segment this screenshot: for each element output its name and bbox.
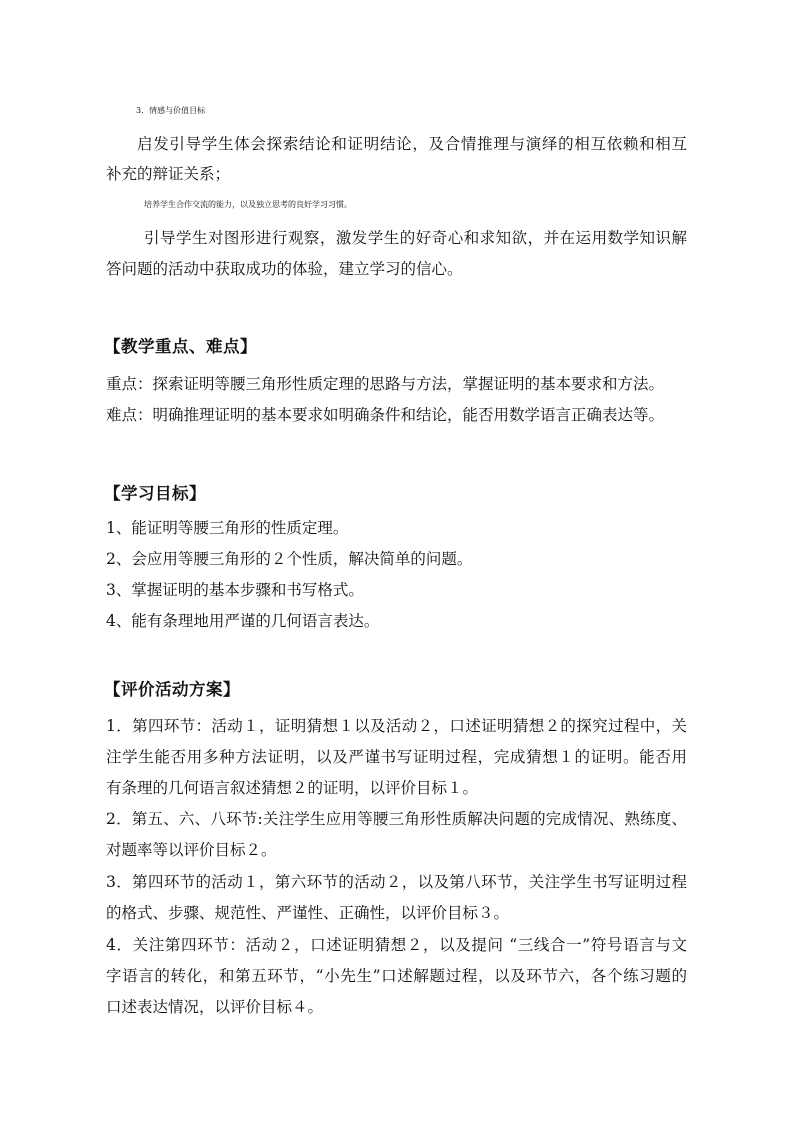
objective-item-4: 4、能有条理地用严谨的几何语言表达。 [106,612,380,630]
section-affect-title: 3．情感与价值目标 [136,106,206,115]
evaluation-item4-line3: 口述表达情况，以评价目标４。 [106,998,324,1016]
evaluation-item1-line2: 注学生能否用多种方法证明，以及严谨书写证明过程，完成猜想１的证明。能否用 [106,748,687,766]
evaluation-item4-line1: 4．关注第四环节：活动２，口述证明猜想２，以及提问 “三线合一”符号语言与文 [106,936,687,954]
evaluation-heading: 【评价活动方案】 [104,680,240,699]
evaluation-item1-line1: 1．第四环节：活动１，证明猜想１以及活动２，口述证明猜想２的探究过程中，关 [106,717,687,735]
evaluation-item3-line1: 3．第四环节的活动１，第六环节的活动２，以及第八环节，关注学生书写证明过程 [106,873,687,891]
evaluation-item1-line3: 有条理的几何语言叙述猜想２的证明，以评价目标１。 [106,779,479,797]
affect-para3-line2: 答问题的活动中获取成功的体验，建立学习的信心。 [106,260,463,278]
key-points-focus: 重点：探索证明等腰三角形性质定理的思路与方法，掌握证明的基本要求和方法。 [106,375,665,393]
objective-item-3: 3、掌握证明的基本步骤和书写格式。 [106,581,364,599]
affect-para1-line1: 启发引导学生体会探索结论和证明结论，及合情推理与演绎的相互依赖和相互 [137,135,687,153]
objective-item-1: 1、能证明等腰三角形的性质定理。 [106,519,349,537]
key-points-heading: 【教学重点、难点】 [104,337,257,356]
objectives-heading: 【学习目标】 [104,484,206,503]
objective-item-2: 2、会应用等腰三角形的２个性质，解决简单的问题。 [106,550,473,568]
evaluation-item3-line2: 的格式、步骤、规范性、严谨性、正确性，以评价目标３。 [106,904,510,922]
evaluation-item2-line1: 2．第五、六、八环节:关注学生应用等腰三角形性质解决问题的完成情况、熟练度、 [106,810,687,828]
evaluation-item4-line2: 字语言的转化，和第五环节，“小先生”口述解题过程，以及环节六，各个练习题的 [106,967,687,985]
key-points-difficulty: 难点：明确推理证明的基本要求如明确条件和结论，能否用数学语言正确表达等。 [106,406,665,424]
affect-para2: 培养学生合作交流的能力，以及独立思考的良好学习习惯。 [144,200,352,209]
evaluation-item2-line2: 对题率等以评价目标２。 [106,841,277,859]
affect-para3-line1: 引导学生对图形进行观察，激发学生的好奇心和求知欲，并在运用数学知识解 [144,229,687,247]
affect-para1-line2: 补充的辩证关系； [106,165,231,183]
